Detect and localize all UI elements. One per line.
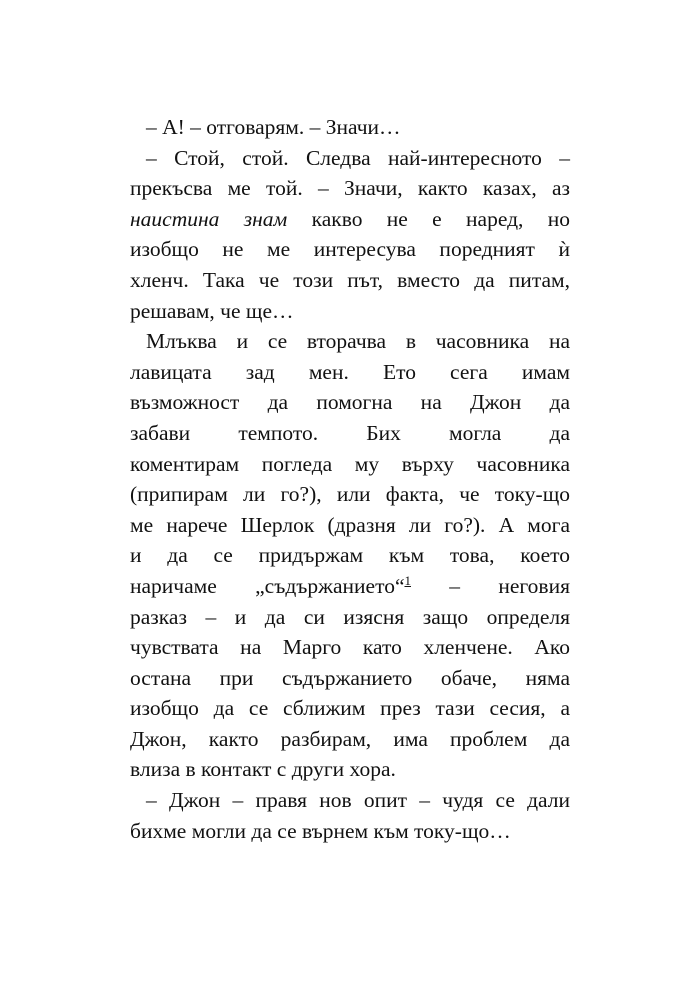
text-line: забави темпото. Бих могла да [130, 420, 570, 445]
text-line: чувствата на Марго като хленчене. Ако [130, 635, 570, 660]
text-line: изобщо не ме интересува поредният ѝ [130, 237, 570, 262]
text-line: изобщо да се сближим през тази сесия, а [130, 696, 570, 721]
text-line: Джон, както разбирам, има проблем да [130, 726, 570, 751]
book-page-text [130, 112, 570, 846]
text-line: влиза в контакт с други хора. [130, 757, 396, 782]
text-line: решавам, че ще… [130, 298, 294, 323]
text-line: възможност да помогна на Джон да [130, 390, 570, 415]
text-line: и да се придържам към това, което [130, 543, 570, 568]
text-line: лавицата зад мен. Ето сега имам [130, 359, 570, 384]
text-line [130, 571, 570, 602]
italic-phrase: наистина знам [130, 206, 288, 231]
text-line: – А! – отговарям. – Значи… [146, 115, 401, 139]
text-line: (припирам ли го?), или факта, че току-що [130, 482, 570, 507]
text-fragment: – неговия [410, 573, 570, 598]
text-line: коментирам погледа му върху часовника [130, 451, 570, 476]
text-line [130, 204, 570, 235]
text-line: – Джон – правя нов опит – чудя се дали [146, 788, 570, 813]
text-line: бихме могли да се върнем към току-що… [130, 818, 511, 843]
text-line: разказ – и да си изясня защо определя [130, 604, 570, 629]
text-fragment: наричаме „съдържанието“ [130, 573, 405, 598]
text-line: ме нарече Шерлок (дразня ли го?). А мога [130, 512, 570, 537]
text-line: Млъква и се вторачва в часовника на [146, 329, 570, 354]
text-line: хленч. Така че този път, вместо да питам, [130, 267, 570, 292]
text-line: прекъсва ме той. – Значи, както казах, аз [130, 176, 570, 201]
text-line: – Стой, стой. Следва най-интересното – [146, 145, 570, 170]
footnote-link[interactable]: 1 [404, 572, 411, 588]
text-line: остана при съдържанието обаче, няма [130, 665, 570, 690]
text-fragment: какво не е наред, но [287, 206, 570, 231]
